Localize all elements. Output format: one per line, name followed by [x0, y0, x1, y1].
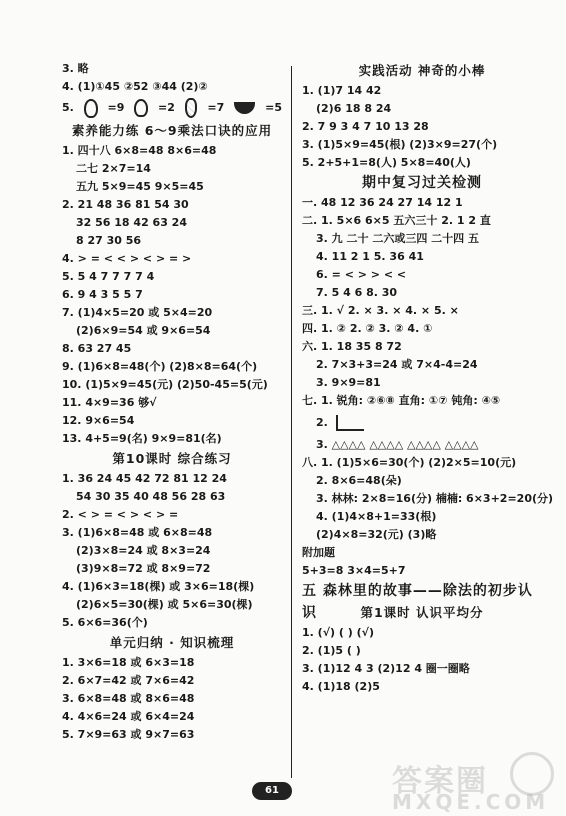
answer-line: 四. 1. ② 2. ② 3. ② 4. ① [302, 322, 433, 335]
strawberry-value: =7 [207, 101, 225, 114]
answer-line: 1. 四十八 6×8=48 8×6=48 [62, 144, 217, 157]
answer-line: 2. 21 48 36 81 54 30 [62, 198, 189, 211]
answer-line: 7. (1)4×5=20 或 5×4=20 [62, 306, 213, 319]
column-divider [291, 66, 292, 778]
answer-line: 4. 4×6=24 或 6×4=24 [62, 710, 195, 723]
answer-line: 5. 6×6=36(个) [62, 616, 148, 629]
answer-line: 5. 5 4 7 7 7 7 4 [62, 270, 155, 283]
answer-line: 1. (1)7 14 42 [302, 84, 382, 97]
answer-line: 2. 6×7=42 或 7×6=42 [62, 674, 195, 687]
answer-line: 13. 4+5=9(名) 9×9=81(名) [62, 432, 222, 445]
answer-line: 5. 2+5+1=8(人) 5×8=40(人) [302, 156, 471, 169]
section-heading: 实践活动 神奇的小棒 [358, 63, 486, 78]
page-number: 61 [252, 782, 292, 800]
answer-line: 7. 5 4 6 8. 30 [316, 286, 398, 299]
answer-line: 1. 3×6=18 或 6×3=18 [62, 656, 195, 669]
answer-line: 二. 1. 5×6 6×5 五六三十 2. 1 2 直 [302, 214, 491, 227]
answer-line: 10. (1)5×9=45(元) (2)50-45=5(元) [62, 378, 268, 391]
answer-line: 3. 6×8=48 或 8×6=48 [62, 692, 195, 705]
answer-line: 3. (1)12 4 3 (2)12 4 圈一圈略 [302, 662, 470, 675]
answer-line: 8 27 30 56 [76, 234, 142, 247]
watermark-logo-icon [510, 752, 554, 796]
angle-answer-line [302, 410, 542, 436]
answer-line: 五九 5×9=45 9×5=45 [76, 180, 204, 193]
apple-icon [84, 99, 98, 118]
strawberry-icon [185, 98, 197, 118]
section-heading: 素养能力练 6～9乘法口诀的应用 [71, 123, 273, 138]
answer-line: 5. 7×9=63 或 9×7=63 [62, 728, 195, 741]
answer-line: 八. 1. (1)5×6=30(个) (2)2×5=10(元) [302, 456, 517, 469]
answer-line: 二七 2×7=14 [76, 162, 151, 175]
answer-line: (2)6×9=54 或 9×6=54 [76, 324, 211, 337]
answer-line: (2)4×8=32(元) (3)略 [316, 528, 437, 541]
bonus-label: 附加题 [302, 546, 335, 559]
answer-line: 1. 36 24 45 42 72 81 12 24 [62, 472, 227, 485]
section-heading: 第1课时 认识平均分 [360, 605, 484, 620]
answer-line: 6. 9 4 3 5 5 7 [62, 288, 143, 301]
answer-line: 3. 九 二十 二六或三四 二十四 五 [316, 232, 479, 245]
answer-line: 2. 7×3+3=24 或 7×4-4=24 [316, 358, 478, 371]
answer-line: (2)3×8=24 或 8×3=24 [76, 544, 211, 557]
answer-line: 32 56 18 42 63 24 [76, 216, 187, 229]
answer-line: 4. > = < < > < > = > [62, 252, 192, 265]
answer-line: 1. (√) ( ) (√) [302, 626, 374, 639]
answer-line: 4. 11 2 1 5. 36 41 [316, 250, 424, 263]
left-column [62, 60, 282, 744]
right-angle-drawing [336, 415, 364, 431]
answer-line: 4. (1)①45 ②52 ③44 (2)② [62, 80, 208, 93]
answer-line: 一. 48 12 36 24 27 14 12 1 [302, 196, 463, 209]
answer-line: 54 30 35 40 48 56 28 63 [76, 490, 226, 503]
answer-line: 六. 1. 18 35 8 72 [302, 340, 402, 353]
answer-line: 3. (1)6×8=48 或 6×8=48 [62, 526, 213, 539]
answer-line: 4. (1)4×8+1=33(根) [316, 510, 437, 523]
answer-line: 12. 9×6=54 [62, 414, 135, 427]
right-column [302, 60, 554, 696]
answer-line: (2)6 18 8 24 [316, 102, 392, 115]
section-heading: 期中复习过关检测 [362, 175, 482, 191]
answer-line: 11. 4×9=36 够√ [62, 396, 157, 409]
answer-line: 4. (1)6×3=18(棵) 或 3×6=18(棵) [62, 580, 255, 593]
watermark-text: 答案圈 [392, 764, 488, 799]
answer-line: 3. △△△△ △△△△ △△△△ △△△△ [316, 438, 479, 451]
answer-line: 3. 林林: 2×8=16(分) 楠楠: 6×3+2=20(分) [316, 492, 554, 505]
answer-line: 2. < > = < > < > = [62, 508, 179, 521]
answer-line: 9. (1)6×8=48(个) (2)8×8=64(个) [62, 360, 258, 373]
answer-line: 2. 8×6=48(朵) [316, 474, 402, 487]
answer-line: (2)6×5=30(棵) 或 5×6=30(棵) [76, 598, 253, 611]
peach-icon [134, 99, 148, 117]
fruit-answer-row: 5. =9 =2 =7 =5 [62, 96, 282, 120]
apple-value: =9 [107, 101, 125, 114]
answer-line: 3. 9×9=81 [316, 376, 381, 389]
answer-line: 2. (1)5 ( ) [302, 644, 361, 657]
answer-line: 三. 1. √ 2. × 3. × 4. × 5. × [302, 304, 459, 317]
answer-line: 3. (1)5×9=45(根) (2)3×9=27(个) [302, 138, 498, 151]
answer-line: 2. 7 9 3 4 7 10 13 28 [302, 120, 429, 133]
peach-value: =2 [158, 101, 175, 114]
unit-heading: 五 森林里的故事——除法的初步认识 [302, 583, 533, 621]
answer-line: 4. (1)18 (2)5 [302, 680, 380, 693]
answer-line: 3. 略 [62, 62, 89, 75]
answer-number: 2. [316, 416, 328, 429]
answer-line: 5+3=8 3×4=5+7 [302, 564, 406, 577]
section-heading: 单元归纳 · 知识梳理 [109, 635, 235, 650]
answer-line: 七. 1. 锐角: ②⑥⑧ 直角: ①⑦ 钝角: ④⑤ [302, 394, 501, 407]
banana-value: =5 [265, 101, 282, 114]
banana-icon [234, 102, 255, 114]
answer-line: 8. 63 27 45 [62, 342, 132, 355]
section-heading: 第10课时 综合练习 [112, 451, 232, 466]
answer-line: (3)9×8=72 或 8×9=72 [76, 562, 211, 575]
watermark-url: MXQE.COM [392, 790, 550, 814]
answer-line: 6. = < > > < < [316, 268, 407, 281]
